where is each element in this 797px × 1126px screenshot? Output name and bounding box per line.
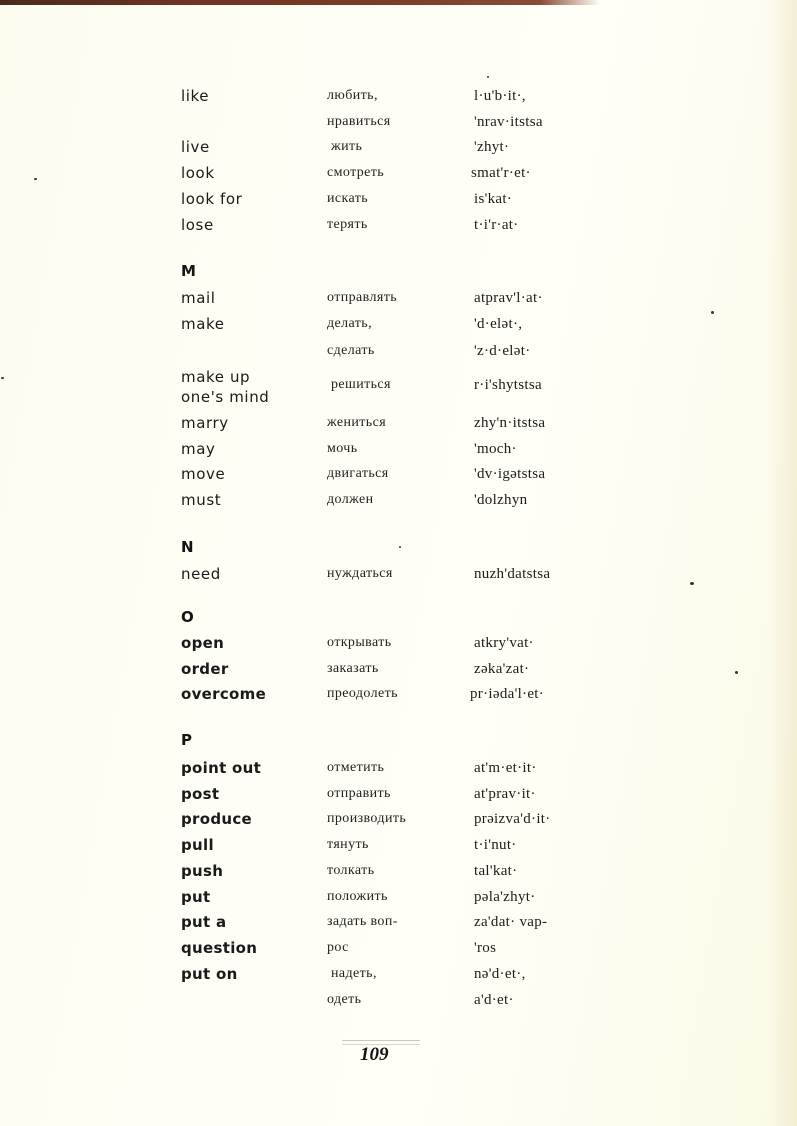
section-letter-n: N bbox=[181, 538, 194, 556]
transliteration: 'dv·igətstsa bbox=[474, 466, 546, 482]
entry-put-a-question bbox=[0, 912, 797, 932]
entry-must bbox=[0, 490, 797, 510]
english-word: put on bbox=[181, 965, 238, 983]
entry-mail bbox=[0, 288, 797, 308]
entry-make bbox=[0, 314, 797, 334]
english-word: marry bbox=[181, 414, 229, 432]
transliteration: zəka'zat· bbox=[474, 661, 530, 677]
russian-word: должен bbox=[327, 492, 374, 507]
scan-speck bbox=[690, 582, 694, 585]
transliteration: t·i'nut· bbox=[474, 837, 517, 853]
transliteration: pəla'zhyt· bbox=[474, 889, 536, 905]
transliteration: 'zhyt· bbox=[474, 139, 510, 155]
entry-put-on-2 bbox=[0, 990, 797, 1010]
russian-word: нуждаться bbox=[327, 566, 393, 581]
entry-need bbox=[0, 564, 797, 584]
entry-open bbox=[0, 633, 797, 653]
transliteration: smat'r·et· bbox=[471, 165, 531, 181]
english-word: produce bbox=[181, 810, 253, 828]
entry-point-out bbox=[0, 758, 797, 778]
russian-word: сделать bbox=[327, 343, 375, 358]
section-letter-o: O bbox=[181, 608, 194, 626]
entry-post bbox=[0, 784, 797, 804]
entry-put-on bbox=[0, 964, 797, 984]
entry-make-up-ones-mind bbox=[0, 367, 797, 409]
russian-word: заказать bbox=[327, 661, 379, 676]
russian-word: производить bbox=[327, 811, 407, 826]
russian-word: надеть, bbox=[331, 966, 377, 981]
page-number: 109 bbox=[360, 1044, 389, 1065]
english-word: pull bbox=[181, 836, 214, 854]
transliteration: nuzh'datstsa bbox=[474, 566, 551, 582]
russian-word: искать bbox=[327, 191, 369, 206]
transliteration: nə'd·et·, bbox=[474, 966, 526, 982]
entry-put bbox=[0, 887, 797, 907]
transliteration: 'z·d·elət· bbox=[474, 343, 531, 359]
english-word: look bbox=[181, 164, 215, 182]
english-word: lose bbox=[181, 216, 214, 234]
russian-word: отправить bbox=[327, 786, 391, 801]
entry-pull bbox=[0, 835, 797, 855]
entry-look-for bbox=[0, 189, 797, 209]
english-word: post bbox=[181, 785, 220, 803]
transliteration: za'dat· vap- bbox=[474, 914, 548, 930]
russian-word: делать, bbox=[327, 316, 372, 331]
scan-speck bbox=[34, 178, 37, 180]
transliteration: is'kat· bbox=[474, 191, 513, 207]
russian-word: положить bbox=[327, 889, 388, 904]
transliteration: 'd·elət·, bbox=[474, 316, 523, 332]
english-word: must bbox=[181, 491, 222, 509]
english-word: put bbox=[181, 888, 211, 906]
transliteration: 'dolzhyn bbox=[474, 492, 528, 508]
entry-look bbox=[0, 163, 797, 183]
entry-make-2 bbox=[0, 341, 797, 361]
russian-word: преодолеть bbox=[327, 686, 398, 701]
section-letter-p: P bbox=[181, 731, 192, 749]
section-letter-m: M bbox=[181, 262, 196, 280]
transliteration: 'moch· bbox=[474, 441, 517, 457]
russian-word: смотреть bbox=[327, 165, 385, 180]
transliteration: 'ros bbox=[474, 940, 497, 956]
english-word: mail bbox=[181, 289, 216, 307]
russian-word: задать воп- bbox=[327, 914, 398, 929]
transliteration: tal'kat· bbox=[474, 863, 518, 879]
transliteration: at'prav·it· bbox=[474, 786, 536, 802]
english-word: live bbox=[181, 138, 210, 156]
entry-marry bbox=[0, 413, 797, 433]
entry-move bbox=[0, 464, 797, 484]
russian-word: мочь bbox=[327, 441, 358, 456]
english-word: question bbox=[181, 939, 258, 957]
russian-word: любить, bbox=[327, 88, 378, 103]
entry-push bbox=[0, 861, 797, 881]
scan-speck bbox=[735, 671, 738, 674]
russian-word: жениться bbox=[327, 415, 387, 430]
russian-word: одеть bbox=[327, 992, 362, 1007]
russian-word: решиться bbox=[331, 377, 391, 392]
entry-like-2 bbox=[0, 112, 797, 132]
english-word: make bbox=[181, 315, 225, 333]
transliteration: zhy'n·itstsa bbox=[474, 415, 546, 431]
entry-live bbox=[0, 137, 797, 157]
english-word: look for bbox=[181, 190, 243, 208]
english-word: order bbox=[181, 660, 229, 678]
english-word-line-1: make up bbox=[181, 368, 251, 386]
entry-overcome bbox=[0, 684, 797, 704]
english-word: like bbox=[181, 87, 210, 105]
english-word: open bbox=[181, 634, 225, 652]
russian-word: отправлять bbox=[327, 290, 397, 305]
scan-speck bbox=[1, 377, 4, 379]
entry-lose bbox=[0, 215, 797, 235]
russian-word: отметить bbox=[327, 760, 385, 775]
transliteration: l·u'b·it·, bbox=[474, 88, 526, 104]
entry-produce bbox=[0, 809, 797, 829]
transliteration: t·i'r·at· bbox=[474, 217, 519, 233]
english-word: move bbox=[181, 465, 226, 483]
entry-put-a-question-2 bbox=[0, 938, 797, 958]
english-word-line-2: one's mind bbox=[181, 388, 270, 406]
english-word: push bbox=[181, 862, 224, 880]
scan-speck bbox=[711, 311, 714, 314]
english-word: put a bbox=[181, 913, 227, 931]
transliteration: prəizva'd·it· bbox=[474, 811, 551, 827]
russian-word: тянуть bbox=[327, 837, 369, 852]
english-word: overcome bbox=[181, 685, 267, 703]
entry-order bbox=[0, 659, 797, 679]
russian-word: двигаться bbox=[327, 466, 389, 481]
russian-word: открывать bbox=[327, 635, 392, 650]
english-word: may bbox=[181, 440, 216, 458]
transliteration: pr·iəda'l·et· bbox=[470, 686, 545, 702]
transliteration: r·i'shytstsa bbox=[474, 377, 542, 393]
english-word: point out bbox=[181, 759, 262, 777]
transliteration: 'nrav·itstsa bbox=[474, 114, 543, 130]
english-word: need bbox=[181, 565, 221, 583]
transliteration: a'd·et· bbox=[474, 992, 514, 1008]
entry-like bbox=[0, 86, 797, 106]
scan-speck bbox=[487, 76, 489, 78]
russian-word: рос bbox=[327, 940, 349, 955]
russian-word: терять bbox=[327, 217, 368, 232]
entry-may bbox=[0, 439, 797, 459]
russian-word: жить bbox=[331, 139, 363, 154]
russian-word: толкать bbox=[327, 863, 375, 878]
transliteration: atprav'l·at· bbox=[474, 290, 543, 306]
transliteration: at'm·et·it· bbox=[474, 760, 537, 776]
scan-speck bbox=[399, 546, 401, 548]
transliteration: atkry'vat· bbox=[474, 635, 534, 651]
russian-word: нравиться bbox=[327, 114, 391, 129]
